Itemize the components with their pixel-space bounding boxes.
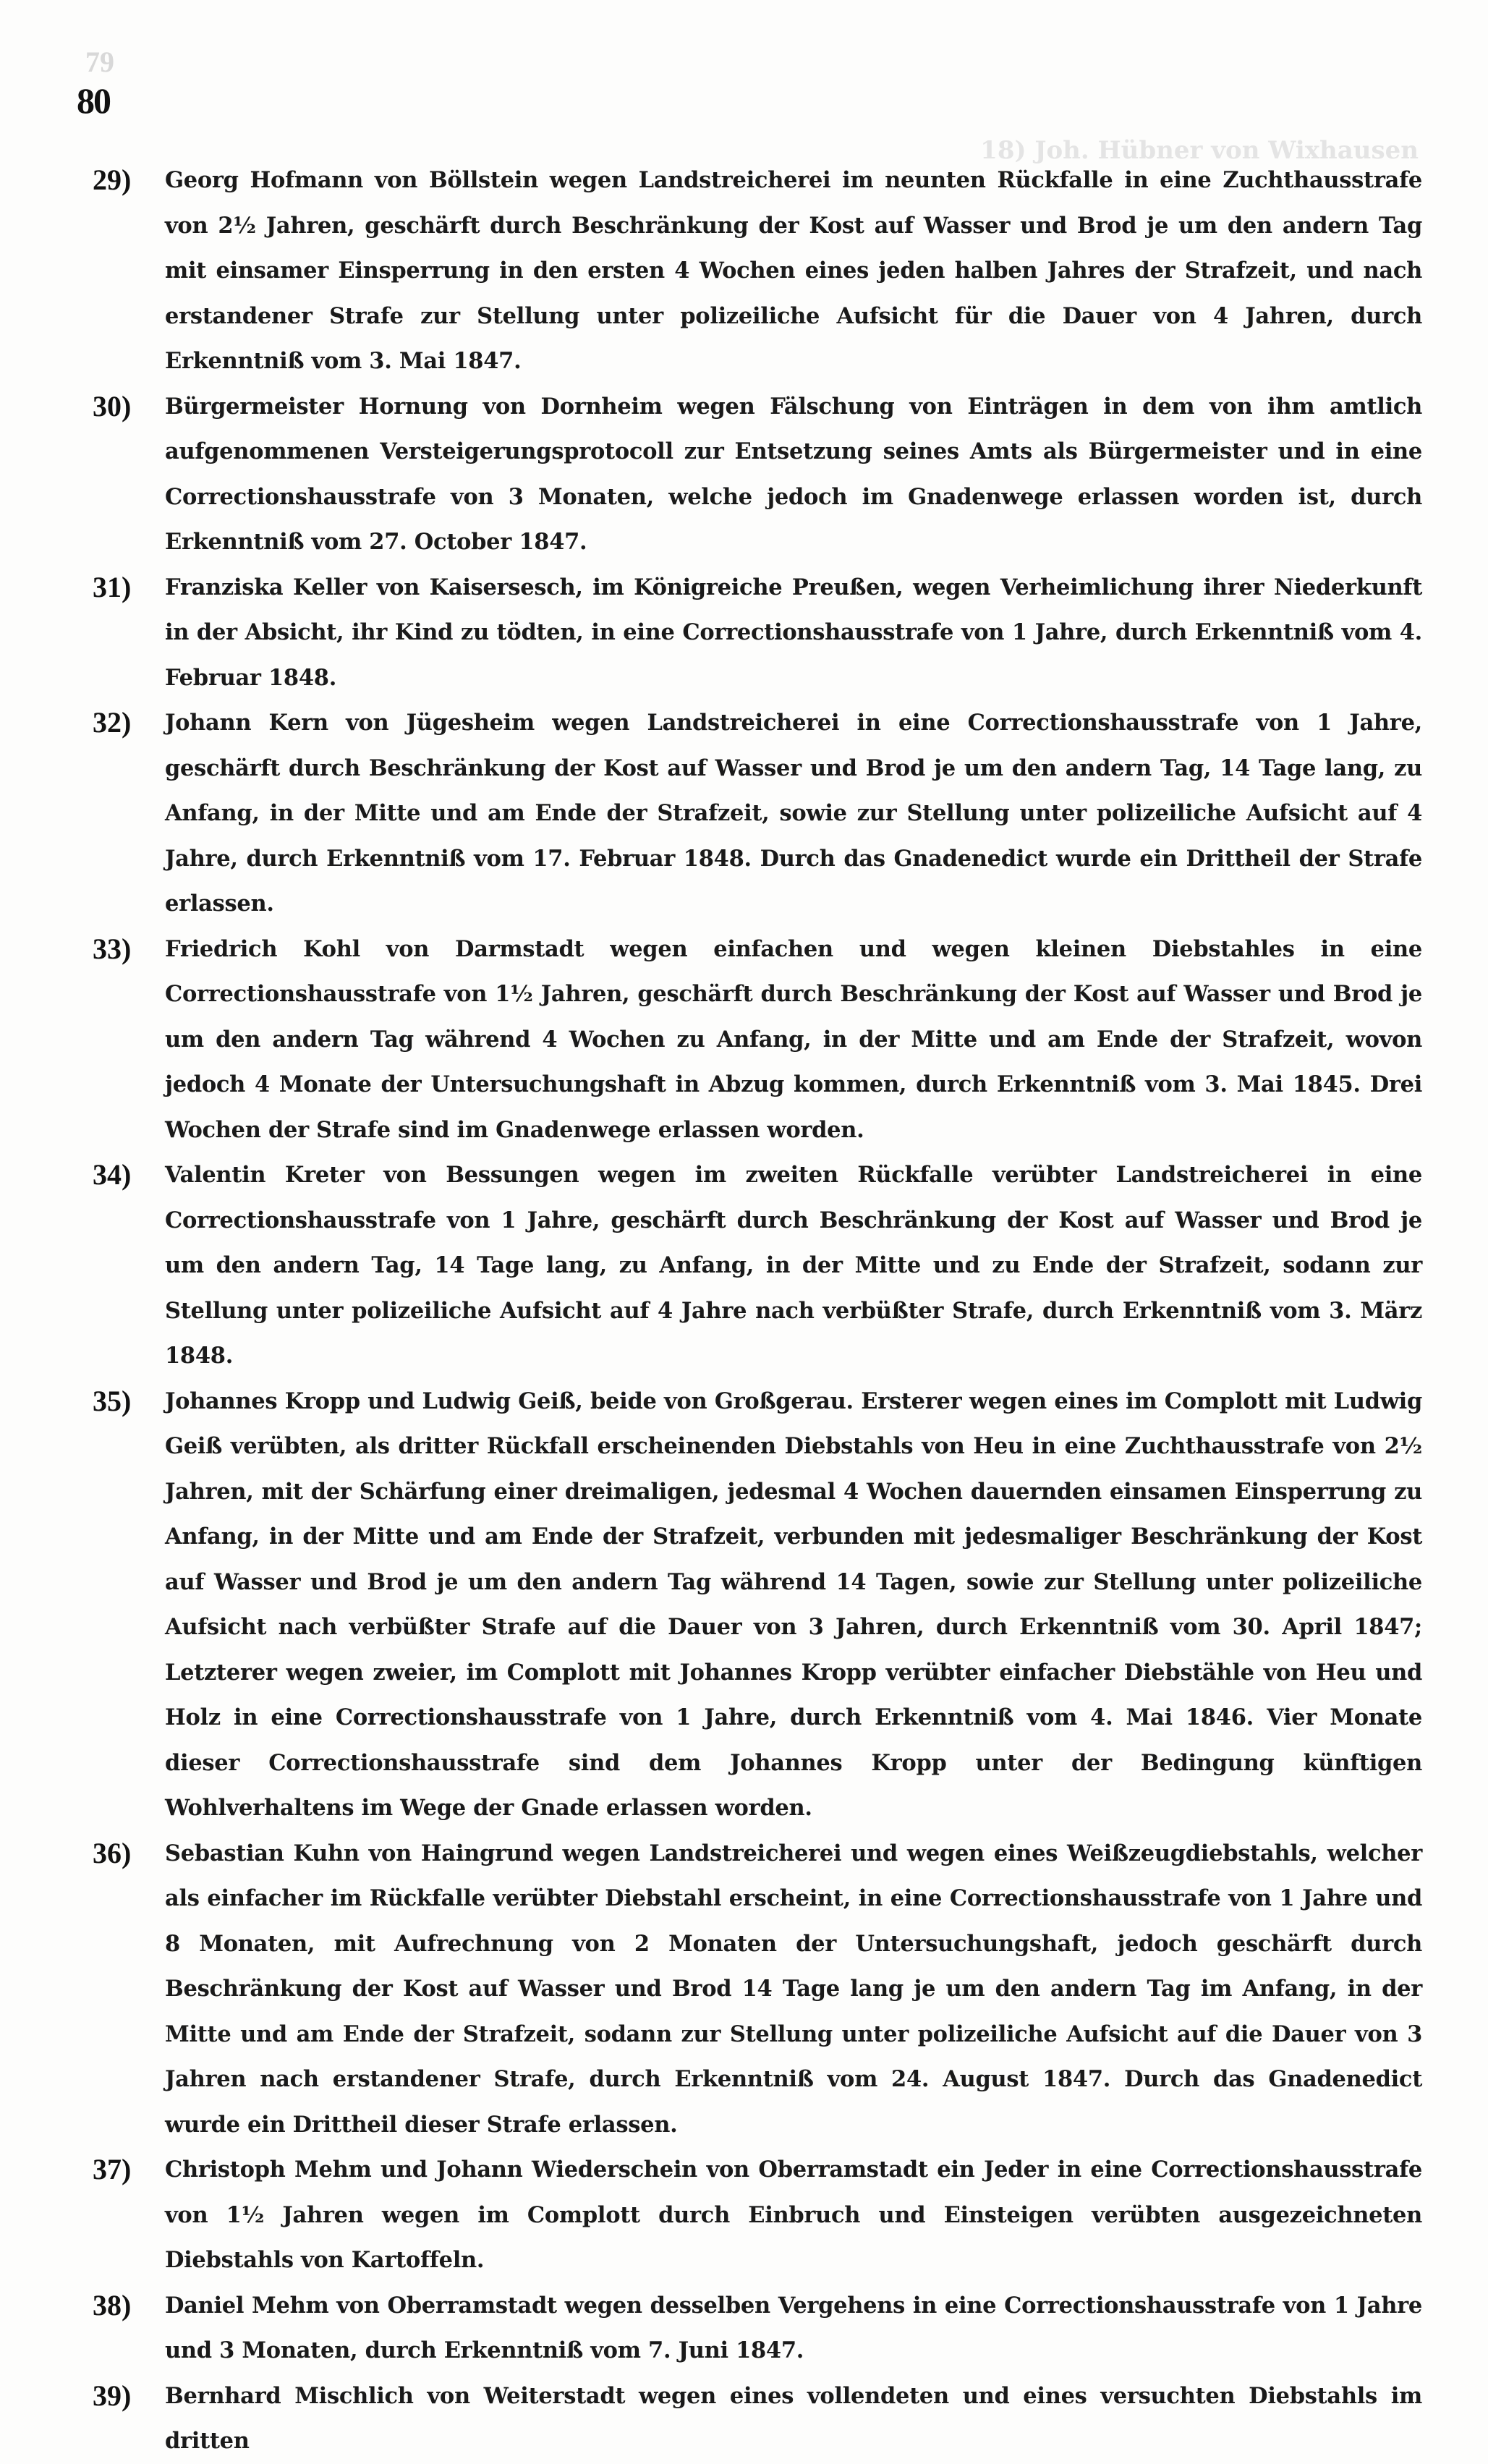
entry-number: 29) — [93, 163, 132, 196]
entry-32 — [93, 700, 1422, 927]
entry-text: Sebastian Kuhn von Haingrund wegen Landstreicherei und wegen eines Weißzeugdiebstahls, welcher als einfacher im Rückfalle verübter Diebstahl erscheint, in eine Correctionshausstrafe von 1 Jahre und 8 Monaten, mit Aufrechnung von 2 Monaten der Untersuchungshaft, jedoch geschärft durch Beschränkung der Kost auf Wasser und Brod 14 Tage lang je um den andern Tag im Anfang, in der Mitte und am Ende der Strafzeit, sodann zur Stellung unter polizeiliche Aufsicht auf die Dauer von 3 Jahren nach erstandener Strafe, durch Erkenntniß vom 24. August 1847. Durch das Gnadenedict wurde ein Drittheil dieser Strafe erlassen. — [165, 1840, 1422, 2138]
entry-text: Daniel Mehm von Oberramstadt wegen desselben Vergehens in eine Correctionshausstrafe von 1 Jahre und 3 Monaten, durch Erkenntniß vom 7. Juni 1847. — [165, 2292, 1422, 2363]
entry-text: Bürgermeister Hornung von Dornheim wegen Fälschung von Einträgen in dem von ihm amtlich aufgenommenen Versteigerungsprotocoll zur Entsetzung seines Amts als Bürgermeister und in eine Correctionshausstrafe von 3 Monaten, welche jedoch im Gnadenwege erlassen worden ist, durch Erkenntniß vom 27. October 1847. — [165, 393, 1422, 555]
entry-number: 35) — [93, 1384, 132, 1417]
entry-38 — [93, 2283, 1422, 2374]
entry-text: Valentin Kreter von Bessungen wegen im zweiten Rückfalle verübter Landstreicherei in eine Correctionshausstrafe von 1 Jahre, geschärft durch Beschränkung der Kost auf Wasser und Brod je um den andern Tag, 14 Tage lang, zu Anfang, in der Mitte und zu Ende der Strafzeit, sodann zur Stellung unter polizeiliche Aufsicht auf 4 Jahre nach verbüßter Strafe, durch Erkenntniß vom 3. März 1848. — [165, 1162, 1422, 1369]
entry-text: Bernhard Mischlich von Weiterstadt wegen eines vollendeten und eines versuchten Diebstahls im dritten — [165, 2382, 1422, 2454]
entry-29 — [93, 158, 1422, 384]
entry-text: Christoph Mehm und Johann Wiederschein von Oberramstadt ein Jeder in eine Correctionshausstrafe von 1½ Jahren wegen im Complott durch Einbruch und Einsteigen verübten ausgezeichneten Diebstahls von Kartoffeln. — [165, 2157, 1422, 2273]
entry-37 — [93, 2147, 1422, 2283]
bleed-through-text: 18) Joh. Hübner von Wixhausen — [980, 136, 1419, 165]
entry-text: Johann Kern von Jügesheim wegen Landstreicherei in eine Correctionshausstrafe von 1 Jahre, geschärft durch Beschränkung der Kost auf Wasser und Brod je um den andern Tag, 14 Tage lang, zu Anfang, in der Mitte und am Ende der Strafzeit, sowie zur Stellung unter polizeiliche Aufsicht auf 4 Jahre, durch Erkenntniß vom 17. Februar 1848. Durch das Gnadenedict wurde ein Drittheil der Strafe erlassen. — [165, 710, 1422, 917]
entry-text: Friedrich Kohl von Darmstadt wegen einfachen und wegen kleinen Diebstahles in eine Correctionshausstrafe von 1½ Jahren, geschärft durch Beschränkung der Kost auf Wasser und Brod je um den andern Tag während 4 Wochen zu Anfang, in der Mitte und am Ende der Strafzeit, wovon jedoch 4 Monate der Untersuchungshaft in Abzug kommen, durch Erkenntniß vom 3. Mai 1845. Drei Wochen der Strafe sind im Gnadenwege erlassen worden. — [165, 935, 1422, 1143]
entry-text: Georg Hofmann von Böllstein wegen Landstreicherei im neunten Rückfalle in eine Zuchthausstrafe von 2½ Jahren, geschärft durch Beschränkung der Kost auf Wasser und Brod je um den andern Tag mit einsamer Einsperrung in den ersten 4 Wochen eines jeden halben Jahres der Strafzeit, und nach erstandener Strafe zur Stellung unter polizeiliche Aufsicht für die Dauer von 4 Jahren, durch Erkenntniß vom 3. Mai 1847. — [165, 167, 1422, 374]
entry-number: 30) — [93, 389, 132, 422]
entry-30 — [93, 384, 1422, 565]
entry-number: 33) — [93, 932, 132, 965]
entry-list — [93, 158, 1422, 2464]
entry-number: 32) — [93, 706, 132, 739]
ghost-page-number: 79 — [85, 46, 114, 78]
entry-number: 36) — [93, 1836, 132, 1869]
entry-number: 31) — [93, 570, 132, 603]
entry-number: 38) — [93, 2288, 132, 2321]
entry-number: 39) — [93, 2379, 132, 2412]
entry-31 — [93, 565, 1422, 701]
entry-33 — [93, 927, 1422, 1153]
entry-text: Johannes Kropp und Ludwig Geiß, beide von Großgerau. Ersterer wegen eines im Complott mit Ludwig Geiß verübten, als dritter Rückfall erscheinenden Diebstahls von Heu in eine Zuchthausstrafe von 2½ Jahren, mit der Schärfung einer dreimaligen, jedesmal 4 Wochen dauernden einsamen Einsperrung zu Anfang, in der Mitte und am Ende der Strafzeit, verbunden mit jedesmaliger Beschränkung der Kost auf Wasser und Brod je um den andern Tag während 14 Tagen, sowie zur Stellung unter polizeiliche Aufsicht nach verbüßter Strafe auf die Dauer von 3 Jahren, durch Erkenntniß vom 30. April 1847; Letzterer wegen zweier, im Complott mit Johannes Kropp verübter einfacher Diebstähle von Heu und Holz in eine Correctionshausstrafe von 1 Jahre, durch Erkenntniß vom 4. Mai 1846. Vier Monate dieser Correctionshausstrafe sind dem Johannes Kropp unter der Bedingung künftigen Wohlverhaltens im Wege der Gnade erlassen worden. — [165, 1388, 1422, 1821]
page-number: 80 — [77, 80, 110, 121]
entry-36 — [93, 1831, 1422, 2148]
entry-35 — [93, 1379, 1422, 1831]
entry-number: 34) — [93, 1158, 132, 1191]
entry-number: 37) — [93, 2153, 132, 2185]
entry-39 — [93, 2374, 1422, 2464]
entry-text: Franziska Keller von Kaisersesch, im Königreiche Preußen, wegen Verheimlichung ihrer Niederkunft in der Absicht, ihr Kind zu tödten, in eine Correctionshausstrafe von 1 Jahre, durch Erkenntniß vom 4. Februar 1848. — [165, 574, 1422, 691]
entry-34 — [93, 1152, 1422, 1379]
